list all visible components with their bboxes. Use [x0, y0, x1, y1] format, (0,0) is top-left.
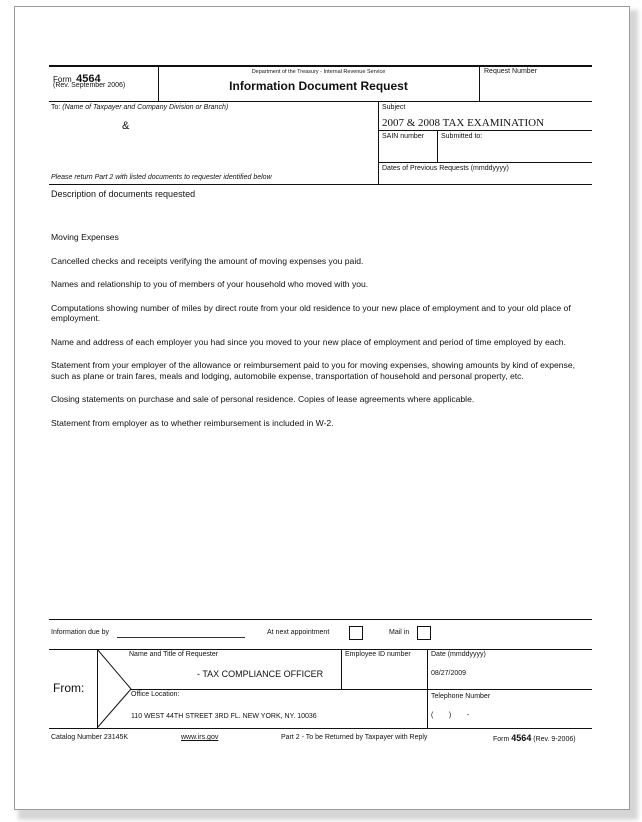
- department-line: Department of the Treasury - Internal Revenue Service: [251, 69, 386, 75]
- mail-in-checkbox[interactable]: [417, 626, 431, 640]
- sain-label: SAIN number: [382, 133, 425, 140]
- previous-requests-label: Dates of Previous Requests (mmddyyyy): [382, 165, 509, 172]
- description-heading: Description of documents requested: [51, 189, 196, 199]
- name-title-label: Name and Title of Requester: [129, 651, 219, 658]
- office-location-value[interactable]: 110 WEST 44TH STREET 3RD FL. NEW YORK, NY. 10036: [131, 713, 317, 720]
- list-item: Cancelled checks and receipts verifying the amount of moving expenses you paid.: [51, 255, 364, 266]
- employee-id-divider: [341, 650, 342, 690]
- header-top-rule: [49, 65, 592, 67]
- header-bottom-rule: [49, 101, 592, 102]
- list-item: Closing statements on purchase and sale of personal residence. Copies of lease agreements where applicable.: [51, 394, 475, 404]
- form-title: Information Document Request: [229, 79, 408, 93]
- date-label: Date (mmddyyyy): [431, 651, 486, 658]
- due-top-rule: [49, 619, 592, 620]
- next-appointment-label: At next appointment: [267, 629, 330, 636]
- to-label-row: [51, 104, 228, 111]
- submitted-to-label: Submitted to:: [441, 133, 483, 140]
- list-item: Statement from your employer of the allowance or reimbursement paid to you for moving expenses, showing amounts by kind of expense, such as plane or train fares, meals and lodging, automobile expense, transportation of household and personal property, etc.: [51, 360, 576, 381]
- from-label: From:: [53, 681, 85, 695]
- sain-bottom-rule: [378, 162, 592, 163]
- date-value[interactable]: 08/27/2009: [431, 670, 467, 677]
- to-label: To:: [51, 104, 61, 111]
- footer-form-word: Form: [493, 736, 510, 743]
- subject-label: Subject: [382, 104, 406, 111]
- catalog-number: Catalog Number 23145K: [51, 734, 129, 741]
- return-note: Please return Part 2 with listed documents to requester identified below: [51, 174, 272, 181]
- telephone-label: Telephone Number: [431, 693, 491, 700]
- subject-bottom-rule: [378, 130, 592, 131]
- next-appointment-checkbox[interactable]: [349, 626, 363, 640]
- part-note: Part 2 - To be Returned by Taxpayer with Reply: [281, 734, 428, 741]
- form-revision: (Rev. September 2006): [53, 82, 126, 89]
- subject-value[interactable]: 2007 & 2008 TAX EXAMINATION: [382, 117, 545, 129]
- to-subject-divider: [378, 102, 379, 185]
- list-item: Computations showing number of miles by direct route from your old residence to your new place of employment and to your old place of employment.: [51, 302, 571, 323]
- telephone-value[interactable]: ( ) -: [431, 712, 470, 719]
- to-bottom-rule: [49, 184, 592, 185]
- list-item: Name and address of each employer you had since you moved to your new place of employment and period of time employed by each.: [51, 336, 566, 347]
- name-title-value[interactable]: - TAX COMPLIANCE OFFICER: [197, 669, 324, 679]
- info-due-input[interactable]: [117, 637, 245, 638]
- form-word: Form: [53, 75, 72, 84]
- list-item: Moving Expenses: [51, 232, 119, 242]
- footer-form-id: [493, 733, 576, 743]
- taxpayer-ampersand[interactable]: &: [122, 120, 130, 132]
- footer-form-number: 4564: [511, 733, 532, 743]
- list-item: Names and relationship to you of members of your household who moved with you.: [51, 279, 369, 289]
- request-number-label: Request Number: [484, 68, 537, 75]
- header-divider-right: [479, 66, 480, 102]
- form-number: 4564: [76, 73, 101, 85]
- from-arrow-icon: [97, 649, 133, 729]
- list-item: Statement from employer as to whether reimbursement is included in W-2.: [51, 417, 334, 428]
- employee-id-label: Employee ID number: [345, 651, 411, 658]
- sain-divider: [437, 130, 438, 162]
- to-label-detail: (Name of Taxpayer and Company Division or Branch): [62, 104, 229, 111]
- document-page: [14, 6, 630, 810]
- description-list: [51, 232, 587, 441]
- footer-revision: (Rev. 9-2006): [533, 736, 576, 743]
- mail-in-label: Mail in: [389, 629, 410, 636]
- office-top-rule: [131, 689, 592, 690]
- info-due-label: Information due by: [51, 629, 109, 636]
- website-link[interactable]: www.irs.gov: [181, 734, 219, 741]
- office-location-label: Office Location:: [131, 691, 180, 698]
